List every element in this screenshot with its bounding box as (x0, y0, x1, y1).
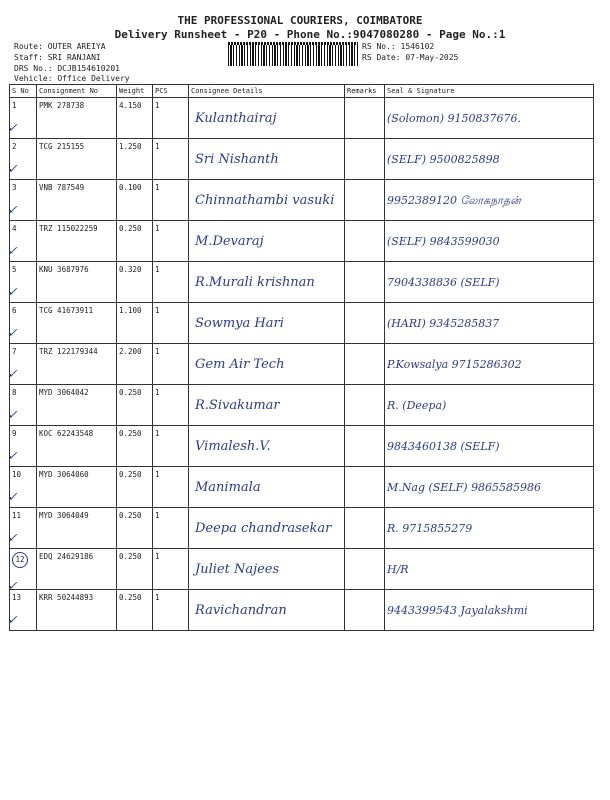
row-pcs: 1 (153, 549, 189, 590)
row-consignment-no: KOC 62243548 (37, 426, 117, 467)
table-row (10, 98, 594, 139)
row-remarks (345, 590, 385, 631)
row-consignment-no: TRZ 122179344 (37, 344, 117, 385)
row-pcs: 1 (153, 262, 189, 303)
row-consignment-no: VNB 787549 (37, 180, 117, 221)
tick-mark-icon: ✓ (8, 120, 17, 136)
row-signature: (SELF) 9843599030 (385, 221, 594, 262)
serial-number: 1 (12, 101, 17, 110)
row-sno (10, 139, 37, 180)
row-sno (10, 262, 37, 303)
staff-label: Staff: SRI RANJANI (14, 53, 101, 62)
row-signature: (SELF) 9500825898 (385, 139, 594, 180)
row-weight: 2.200 (117, 344, 153, 385)
serial-number: 4 (12, 224, 17, 233)
row-signature: 7904338836 (SELF) (385, 262, 594, 303)
col-pcs: PCS (153, 85, 189, 98)
route-label: Route: OUTER AREIYA (14, 42, 106, 51)
table-row (10, 221, 594, 262)
row-pcs: 1 (153, 180, 189, 221)
serial-number: 5 (12, 265, 17, 274)
row-consignment-no: MYD 3064042 (37, 385, 117, 426)
tick-mark-icon: ✓ (8, 407, 17, 423)
row-weight: 0.250 (117, 508, 153, 549)
row-weight: 0.250 (117, 467, 153, 508)
table-header-row (10, 85, 594, 98)
row-consignee: Sowmya Hari (189, 303, 345, 344)
table-row (10, 590, 594, 631)
serial-number: 13 (12, 593, 22, 602)
drs-number: DRS No.: DCJB154610201 (14, 64, 120, 73)
row-weight: 0.100 (117, 180, 153, 221)
row-sno (10, 426, 37, 467)
serial-number: 10 (12, 470, 22, 479)
row-pcs: 1 (153, 344, 189, 385)
row-weight: 0.250 (117, 221, 153, 262)
row-remarks (345, 180, 385, 221)
row-weight: 1.100 (117, 303, 153, 344)
tick-mark-icon: ✓ (8, 530, 17, 546)
tick-mark-icon: ✓ (8, 161, 17, 177)
table-row (10, 549, 594, 590)
tick-mark-icon: ✓ (8, 612, 17, 628)
row-remarks (345, 303, 385, 344)
row-remarks (345, 262, 385, 303)
row-consignment-no: EDQ 24629186 (37, 549, 117, 590)
rs-date: RS Date: 07-May-2025 (362, 53, 459, 62)
row-signature: 9443399543 Jayalakshmi (385, 590, 594, 631)
row-weight: 0.250 (117, 426, 153, 467)
table-row (10, 262, 594, 303)
row-consignment-no: TCG 41673911 (37, 303, 117, 344)
row-signature: (HARI) 9345285837 (385, 303, 594, 344)
row-sno (10, 180, 37, 221)
row-pcs: 1 (153, 467, 189, 508)
row-remarks (345, 98, 385, 139)
row-signature: R. (Deepa) (385, 385, 594, 426)
tick-mark-icon: ✓ (8, 489, 17, 505)
serial-number: 2 (12, 142, 17, 151)
vehicle-label: Vehicle: Office Delivery (14, 74, 130, 83)
row-consignment-no: TRZ 115022259 (37, 221, 117, 262)
row-pcs: 1 (153, 303, 189, 344)
row-consignee: Sri Nishanth (189, 139, 345, 180)
row-sno (10, 303, 37, 344)
tick-mark-icon: ✓ (8, 243, 17, 259)
row-sno (10, 98, 37, 139)
serial-number: 9 (12, 429, 17, 438)
tick-mark-icon: ✓ (8, 448, 17, 464)
serial-number: 11 (12, 511, 22, 520)
row-consignee: Deepa chandrasekar (189, 508, 345, 549)
row-weight: 4.150 (117, 98, 153, 139)
row-remarks (345, 426, 385, 467)
company-title: THE PROFESSIONAL COURIERS, COIMBATORE (177, 14, 423, 27)
serial-number: 12 (12, 552, 28, 568)
row-consignee: Manimala (189, 467, 345, 508)
table-row (10, 508, 594, 549)
table-row (10, 426, 594, 467)
tick-mark-icon: ✓ (8, 366, 17, 382)
row-consignee: R.Murali krishnan (189, 262, 345, 303)
row-consignee: Chinnathambi vasuki (189, 180, 345, 221)
row-pcs: 1 (153, 98, 189, 139)
col-remarks: Remarks (345, 85, 385, 98)
serial-number: 3 (12, 183, 17, 192)
row-consignment-no: KRR 50244893 (37, 590, 117, 631)
row-signature: 9952389120 லோகநாதன் (385, 180, 594, 221)
row-weight: 0.320 (117, 262, 153, 303)
serial-number: 6 (12, 306, 17, 315)
row-sno (10, 508, 37, 549)
col-sno: S No (10, 85, 37, 98)
table-row (10, 344, 594, 385)
row-remarks (345, 467, 385, 508)
row-sno (10, 467, 37, 508)
tick-mark-icon: ✓ (8, 325, 17, 341)
row-consignment-no: KNU 3687976 (37, 262, 117, 303)
row-consignment-no: MYD 3064060 (37, 467, 117, 508)
row-signature: (Solomon) 9150837676. (385, 98, 594, 139)
row-sno (8, 549, 37, 594)
row-signature: R. 9715855279 (385, 508, 594, 549)
row-signature: 9843460138 (SELF) (385, 426, 594, 467)
row-pcs: 1 (153, 426, 189, 467)
col-weight: Weight (117, 85, 153, 98)
rs-number: RS No.: 1546102 (362, 42, 435, 51)
row-remarks (345, 508, 385, 549)
tick-mark-icon: ✓ (8, 578, 17, 594)
row-sno (10, 590, 37, 631)
row-remarks (345, 139, 385, 180)
row-sno (10, 221, 37, 262)
runsheet-table (9, 84, 594, 631)
row-weight: 0.250 (117, 549, 153, 590)
row-consignee: Kulanthairaj (189, 98, 345, 139)
row-consignee: Ravichandran (189, 590, 345, 631)
table-row (10, 303, 594, 344)
tick-mark-icon: ✓ (8, 202, 17, 218)
row-pcs: 1 (153, 139, 189, 180)
row-remarks (345, 344, 385, 385)
runsheet-subtitle: Delivery Runsheet - P20 - Phone No.:9047080280 - Page No.:1 (114, 28, 506, 41)
row-pcs: 1 (153, 221, 189, 262)
serial-number: 8 (12, 388, 17, 397)
row-remarks (345, 549, 385, 590)
row-pcs: 1 (153, 385, 189, 426)
row-sno (10, 385, 37, 426)
table-row (10, 385, 594, 426)
table-row (10, 139, 594, 180)
row-consignee: M.Devaraj (189, 221, 345, 262)
row-pcs: 1 (153, 508, 189, 549)
row-consignee: Gem Air Tech (189, 344, 345, 385)
barcode-image (228, 42, 358, 66)
tick-mark-icon: ✓ (8, 284, 17, 300)
row-pcs: 1 (153, 590, 189, 631)
row-weight: 0.250 (117, 590, 153, 631)
row-consignment-no: PMK 278738 (37, 98, 117, 139)
row-signature: P.Kowsalya 9715286302 (385, 344, 594, 385)
row-weight: 1.250 (117, 139, 153, 180)
row-consignee: Vimalesh.V. (189, 426, 345, 467)
row-consignee: R.Sivakumar (189, 385, 345, 426)
col-consignee: Consignee Details (189, 85, 345, 98)
row-consignment-no: MYD 3064049 (37, 508, 117, 549)
table-row (10, 180, 594, 221)
row-weight: 0.250 (117, 385, 153, 426)
row-remarks (345, 221, 385, 262)
row-signature: H/R (385, 549, 594, 590)
row-consignee: Juliet Najees (189, 549, 345, 590)
table-row (10, 467, 594, 508)
row-consignment-no: TCG 215155 (37, 139, 117, 180)
serial-number: 7 (12, 347, 17, 356)
row-remarks (345, 385, 385, 426)
row-sno (10, 344, 37, 385)
col-consignment: Consignment No (37, 85, 117, 98)
row-signature: M.Nag (SELF) 9865585986 (385, 467, 594, 508)
col-signature: Seal & Signature (385, 85, 594, 98)
